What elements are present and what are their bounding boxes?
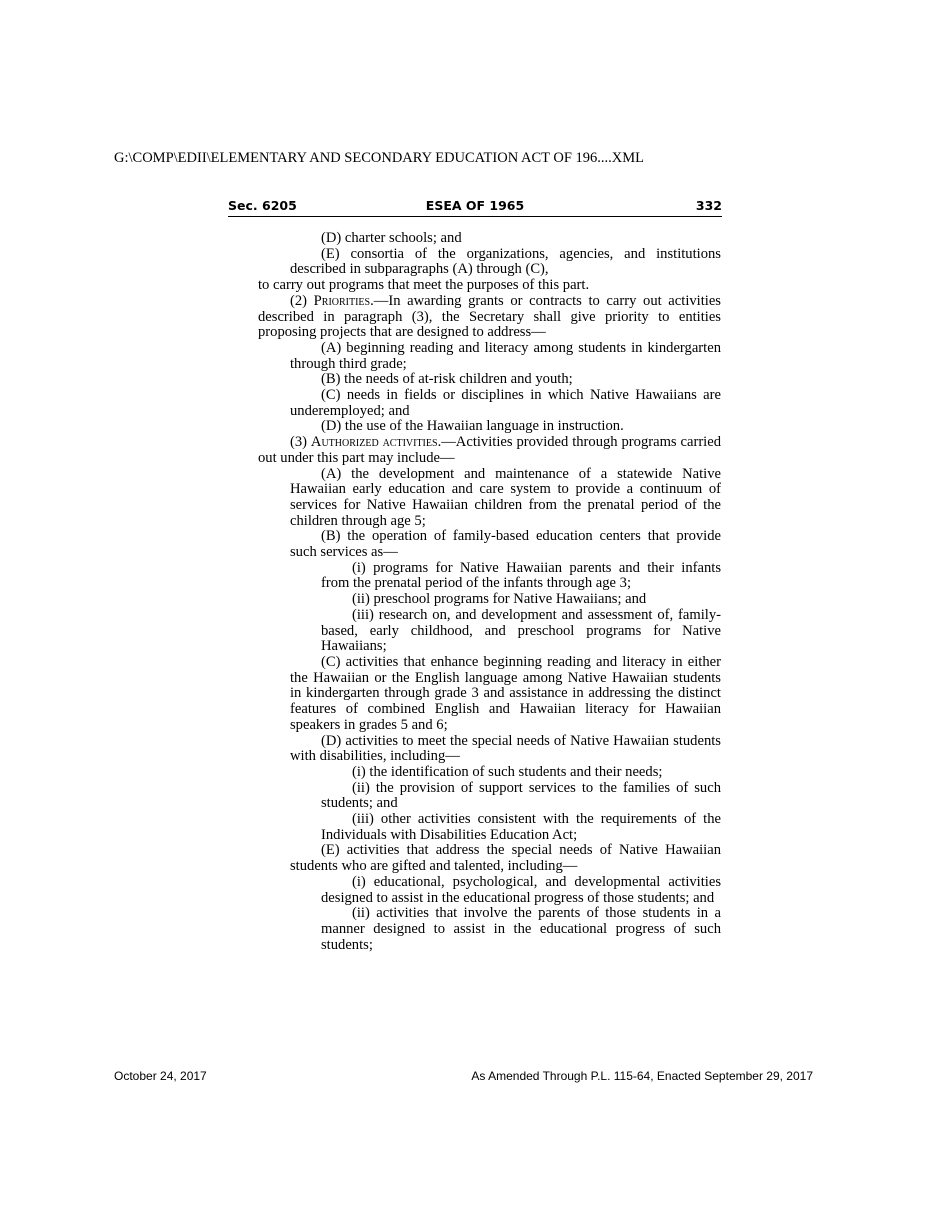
paragraph-text: (ii) the provision of support services to the families of such students; and xyxy=(321,779,721,812)
paragraph-text: (D) activities to meet the special needs of Native Hawaiian students with disabilities, including— xyxy=(290,732,721,765)
paragraph xyxy=(321,875,721,906)
paragraph xyxy=(290,467,721,530)
paragraph xyxy=(290,247,721,278)
paragraph-text: (D) charter schools; and xyxy=(321,230,462,246)
paragraph xyxy=(290,372,721,388)
paragraph xyxy=(321,781,721,812)
paragraph xyxy=(290,419,721,435)
paragraph-text: .—In awarding grants or contracts to carry out activities described in paragraph (3), the Secretary shall give priority to entities proposing projects that are designed to address— xyxy=(258,292,721,341)
paragraph xyxy=(258,435,721,466)
paragraph-text: (E) activities that address the special needs of Native Hawaiian students who are gifted and talented, including— xyxy=(290,842,721,875)
footer-date: October 24, 2017 xyxy=(114,1069,207,1083)
paragraph xyxy=(290,655,721,734)
paragraph xyxy=(321,561,721,592)
paragraph xyxy=(321,608,721,655)
paragraph-text: (i) the identification of such students and their needs; xyxy=(352,763,663,780)
act-title: ESEA OF 1965 xyxy=(425,198,525,213)
paragraph-text: (E) consortia of the organizations, agencies, and institutions described in subparagraphs (A) through (C), xyxy=(290,245,721,278)
paragraph xyxy=(290,529,721,560)
paragraph-text: (C) activities that enhance beginning reading and literacy in either the Hawaiian or the English language among Native Hawaiian students in kindergarten through grade 3 and assistance in addressing the distinct features of combined English and Hawaiian literacy for Hawaiian speakers in grades 5 and 6; xyxy=(290,653,721,733)
paragraph-text: (i) educational, psychological, and developmental activities designed to assist in the educational progress of those students; and xyxy=(321,873,721,906)
paragraph-heading: Authorized activities xyxy=(310,434,438,451)
running-header xyxy=(228,198,722,217)
paragraph-text: (D) the use of the Hawaiian language in instruction. xyxy=(321,418,624,435)
paragraph-text: (i) programs for Native Hawaiian parents and their infants from the prenatal period of the infants through age 3; xyxy=(321,559,721,592)
paragraph-number: (2) xyxy=(290,292,314,309)
paragraph xyxy=(321,592,721,608)
paragraph-text: (iii) other activities consistent with the requirements of the Individuals with Disabilities Education Act; xyxy=(321,811,721,843)
paragraph-text: (A) the development and maintenance of a statewide Native Hawaiian early education and care system to provide a continuum of services for Native Hawaiian children from the prenatal period of the children through age 5; xyxy=(290,465,721,529)
paragraph-text: to carry out programs that meet the purposes of this part. xyxy=(258,277,590,294)
footer-amended-note: As Amended Through P.L. 115-64, Enacted September 29, 2017 xyxy=(471,1069,813,1083)
file-path: G:\COMP\EDII\ELEMENTARY AND SECONDARY EDUCATION ACT OF 196....XML xyxy=(114,150,644,166)
paragraph xyxy=(321,812,721,843)
paragraph xyxy=(321,765,721,781)
paragraph xyxy=(290,843,721,874)
paragraph-text: (ii) activities that involve the parents of those students in a manner designed to assist in the educational progress of such students; xyxy=(321,905,721,953)
paragraph-text: .—Activities provided through programs carried out under this part may include— xyxy=(258,434,722,466)
paragraph-text: (iii) research on, and development and assessment of, family-based, early childhood, and preschool programs for Native Hawaiians; xyxy=(321,606,721,655)
paragraph-text: (ii) preschool programs for Native Hawaiians; and xyxy=(352,591,647,608)
paragraph-text: (B) the operation of family-based education centers that provide such services as— xyxy=(290,528,721,561)
paragraph xyxy=(290,734,721,765)
paragraph-text: (A) beginning reading and literacy among students in kindergarten through third grade; xyxy=(290,339,721,372)
paragraph-number: (3) xyxy=(290,434,311,451)
paragraph xyxy=(290,231,721,247)
statute-text xyxy=(258,231,721,953)
page-number: 332 xyxy=(695,198,722,213)
section-number: Sec. 6205 xyxy=(228,198,297,213)
paragraph xyxy=(290,341,721,372)
paragraph xyxy=(258,294,721,341)
paragraph xyxy=(258,278,721,294)
paragraph-heading: Priorities xyxy=(313,292,371,309)
paragraph xyxy=(321,906,721,953)
paragraph xyxy=(290,388,721,419)
paragraph-text: (C) needs in fields or disciplines in which Native Hawaiians are underemployed; and xyxy=(290,387,721,419)
paragraph-text: (B) the needs of at-risk children and youth; xyxy=(321,371,573,388)
